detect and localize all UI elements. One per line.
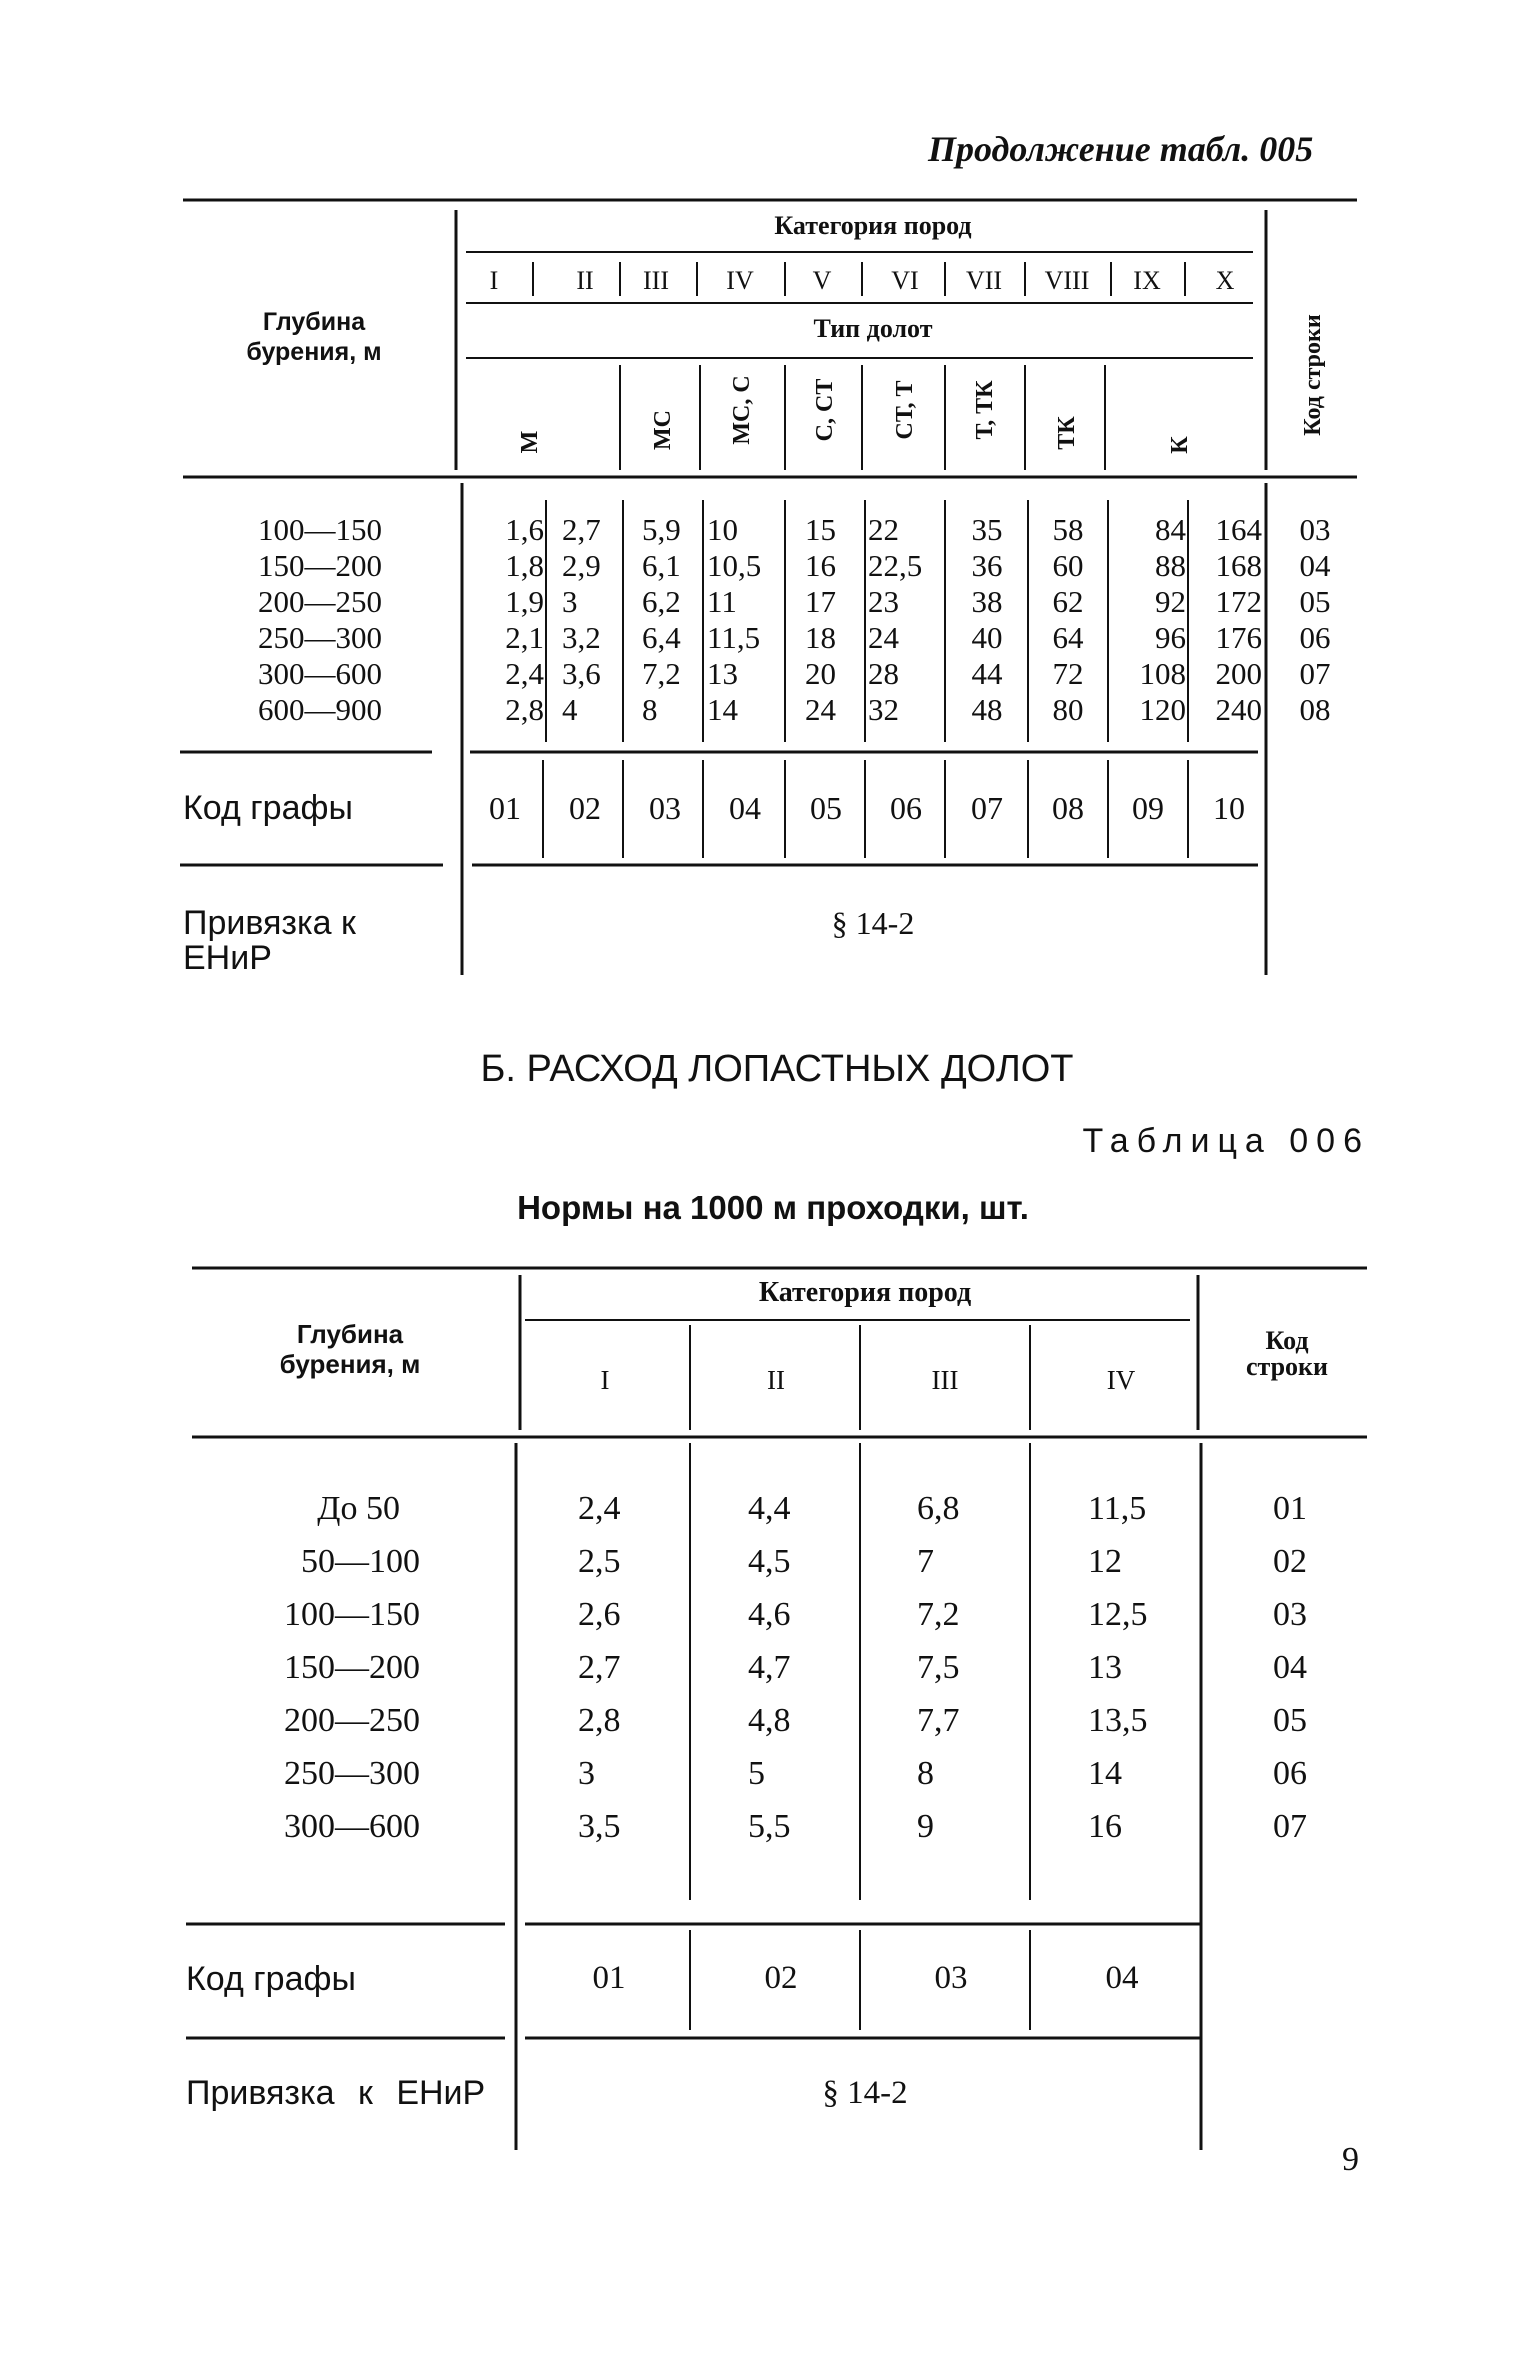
link-label-line2: ЕНиР [183, 939, 272, 977]
category-header: Категория пород [758, 1277, 972, 1308]
category-label: I [600, 1365, 610, 1395]
col-code-cell: 04 [1105, 1960, 1139, 1996]
data-cell: 72 [1052, 656, 1084, 691]
col-code-cell: 02 [569, 790, 601, 826]
data-cell: 7,2 [917, 1596, 960, 1633]
category-label: X [1215, 266, 1235, 295]
data-cell: 62 [1052, 584, 1084, 619]
col-code-cell: 01 [489, 790, 521, 826]
data-cell: 24 [805, 692, 836, 727]
row-code-cell: 08 [1299, 692, 1331, 727]
data-cell: 11,5 [707, 620, 761, 655]
category-label: IX [1133, 266, 1161, 295]
row-code-header-line1: Код [1265, 1326, 1309, 1355]
data-cell: 3 [562, 584, 578, 619]
data-cell: 13 [707, 656, 738, 691]
data-cell: 22 [868, 512, 899, 547]
data-cell: 1,6 [505, 512, 544, 547]
bit-type-label: СТ, Т [892, 380, 918, 440]
depth-header-line2: бурения, м [246, 338, 382, 366]
col-code-cell: 09 [1132, 790, 1164, 826]
continuation-header: Продолжение табл. 005 [928, 129, 1314, 169]
data-cell: 3 [578, 1755, 595, 1792]
depth-cell: 150—200 [258, 548, 382, 583]
table-label: Таблица 006 [1082, 1122, 1370, 1160]
data-cell: 2,8 [505, 692, 544, 727]
link-value: § 14-2 [822, 2075, 908, 2111]
data-cell: 120 [1139, 692, 1186, 727]
category-label: VIII [1044, 266, 1090, 295]
data-cell: 44 [971, 656, 1003, 691]
data-cell: 20 [805, 656, 836, 691]
data-cell: 32 [868, 692, 899, 727]
col-code-cell: 07 [971, 790, 1003, 826]
col-code-label: Код графы [183, 789, 353, 827]
data-cell: 58 [1052, 512, 1084, 547]
data-cell: 23 [868, 584, 899, 619]
row-code-header-line2: строки [1245, 1352, 1329, 1381]
category-label: VII [965, 266, 1003, 295]
category-label: III [931, 1365, 959, 1395]
row-code-cell: 03 [1273, 1596, 1307, 1633]
data-cell: 36 [971, 548, 1003, 583]
data-cell: 84 [1155, 512, 1186, 547]
col-code-label: Код графы [186, 1960, 356, 1998]
data-cell: 35 [971, 512, 1003, 547]
depth-cell: 250—300 [258, 620, 382, 655]
data-cell: 4,5 [748, 1543, 791, 1580]
depth-cell: 100—150 [284, 1596, 420, 1633]
data-column-IV [1088, 1482, 1188, 1853]
data-column-VII [950, 512, 1024, 728]
depth-cell: 50—100 [301, 1543, 420, 1580]
data-cell: 7,2 [642, 656, 681, 691]
data-cell: 8 [917, 1755, 934, 1792]
row-code-cell: 04 [1299, 548, 1331, 583]
data-cell: 96 [1155, 620, 1186, 655]
data-cell: 24 [868, 620, 899, 655]
link-value: § 14-2 [831, 905, 915, 941]
data-cell: 7,5 [917, 1649, 960, 1686]
data-cell: 80 [1052, 692, 1084, 727]
col-code-cell: 05 [810, 790, 842, 826]
depth-cell: 300—600 [284, 1808, 420, 1845]
category-label: IV [1106, 1365, 1136, 1395]
depth-header-line2: бурения, м [279, 1349, 421, 1379]
depth-column [270, 1482, 420, 1853]
data-cell: 4,7 [748, 1649, 791, 1686]
data-column-III [917, 1482, 1017, 1853]
depth-cell: До 50 [317, 1490, 400, 1527]
data-cell: 5 [748, 1755, 765, 1792]
data-cell: 18 [805, 620, 836, 655]
data-cell: 14 [707, 692, 738, 727]
data-cell: 16 [805, 548, 836, 583]
data-cell: 40 [971, 620, 1003, 655]
data-cell: 14 [1088, 1755, 1122, 1792]
data-column-I [578, 1482, 678, 1853]
data-cell: 3,6 [562, 656, 601, 691]
bit-type-label: ТК [1054, 416, 1080, 450]
data-cell: 2,6 [578, 1596, 621, 1633]
data-cell: 10,5 [707, 548, 762, 583]
data-cell: 2,9 [562, 548, 601, 583]
depth-column [250, 512, 390, 728]
row-code-cell: 01 [1273, 1490, 1307, 1527]
row-code-cell: 03 [1299, 512, 1331, 547]
data-cell: 22,5 [868, 548, 923, 583]
col-code-cell: 06 [890, 790, 922, 826]
row-code-cell: 04 [1273, 1649, 1307, 1686]
data-cell: 28 [868, 656, 899, 691]
data-cell: 13,5 [1088, 1702, 1148, 1739]
category-label: I [489, 266, 499, 295]
row-code-column [1290, 512, 1340, 728]
section-title: Б. РАСХОД ЛОПАСТНЫХ ДОЛОТ [480, 1048, 1074, 1090]
data-cell: 7,7 [917, 1702, 960, 1739]
row-code-cell: 07 [1273, 1808, 1307, 1845]
data-cell: 4,8 [748, 1702, 791, 1739]
row-code-column [1255, 1482, 1325, 1853]
data-cell: 11 [707, 584, 737, 619]
col-code-cell: 03 [649, 790, 681, 826]
data-cell: 64 [1052, 620, 1084, 655]
data-column-II [748, 1482, 848, 1853]
category-label: II [767, 1365, 785, 1395]
data-cell: 3,2 [562, 620, 601, 655]
bit-type-label: Т, ТК [972, 380, 998, 440]
data-cell: 7 [917, 1543, 934, 1580]
row-code-cell: 06 [1273, 1755, 1307, 1792]
data-cell: 2,5 [578, 1543, 621, 1580]
data-cell: 88 [1155, 548, 1186, 583]
data-column-IX [1110, 512, 1186, 728]
data-column-III [642, 512, 702, 728]
data-cell: 6,1 [642, 548, 681, 583]
data-cell: 15 [805, 512, 836, 547]
col-code-cell: 03 [934, 1960, 968, 1996]
depth-cell: 300—600 [258, 656, 382, 691]
data-cell: 17 [805, 584, 836, 619]
data-cell: 172 [1215, 584, 1262, 619]
data-cell: 108 [1139, 656, 1186, 691]
data-cell: 6,4 [642, 620, 681, 655]
depth-cell: 250—300 [284, 1755, 420, 1792]
data-cell: 200 [1215, 656, 1262, 691]
data-cell: 5,9 [642, 512, 681, 547]
data-cell: 13 [1088, 1649, 1122, 1686]
bit-type-label: М [517, 430, 543, 454]
data-column-IV [707, 512, 783, 728]
data-cell: 4 [562, 692, 578, 727]
data-cell: 240 [1215, 692, 1262, 727]
data-cell: 4,4 [748, 1490, 791, 1527]
row-code-cell: 02 [1273, 1543, 1307, 1580]
row-code-cell: 07 [1299, 656, 1331, 691]
data-cell: 2,4 [505, 656, 544, 691]
category-label: V [812, 266, 832, 295]
category-label: IV [726, 266, 754, 295]
depth-cell: 200—250 [284, 1702, 420, 1739]
bit-type-label: К [1167, 436, 1193, 454]
data-column-V [805, 512, 861, 728]
data-cell: 48 [971, 692, 1003, 727]
category-header: Категория пород [774, 211, 972, 240]
data-cell: 4,6 [748, 1596, 791, 1633]
depth-cell: 600—900 [258, 692, 382, 727]
data-cell: 1,9 [505, 584, 544, 619]
data-cell: 6,8 [917, 1490, 960, 1527]
data-cell: 16 [1088, 1808, 1122, 1845]
bit-type-label: МС, С [729, 375, 755, 445]
page-number: 9 [1342, 2141, 1359, 2178]
data-cell: 10 [707, 512, 738, 547]
data-cell: 2,7 [578, 1649, 621, 1686]
col-code-cell: 08 [1052, 790, 1084, 826]
bit-type-header: Тип долот [813, 314, 933, 343]
data-cell: 12,5 [1088, 1596, 1148, 1633]
data-cell: 38 [971, 584, 1003, 619]
col-code-cell: 02 [764, 1960, 798, 1996]
depth-header-line1: Глубина [262, 308, 366, 336]
link-label-line1: Привязка к [183, 904, 356, 942]
data-column-I [470, 512, 544, 728]
row-code-cell: 06 [1299, 620, 1331, 655]
data-cell: 2,4 [578, 1490, 621, 1527]
data-cell: 8 [642, 692, 658, 727]
data-cell: 5,5 [748, 1808, 791, 1845]
data-cell: 92 [1155, 584, 1186, 619]
col-code-cell: 04 [729, 790, 761, 826]
bit-type-label: С, СТ [812, 378, 838, 442]
norms-title: Нормы на 1000 м проходки, шт. [517, 1189, 1029, 1226]
depth-cell: 200—250 [258, 584, 382, 619]
data-cell: 6,2 [642, 584, 681, 619]
data-column-VIII [1030, 512, 1106, 728]
row-code-cell: 05 [1299, 584, 1331, 619]
data-cell: 60 [1052, 548, 1084, 583]
bit-type-label: МС [650, 410, 676, 450]
category-label: II [576, 266, 594, 295]
depth-cell: 100—150 [258, 512, 382, 547]
data-column-II [562, 512, 622, 728]
data-cell: 2,1 [505, 620, 544, 655]
data-cell: 176 [1215, 620, 1262, 655]
depth-cell: 150—200 [284, 1649, 420, 1686]
category-label: VI [891, 266, 919, 295]
link-label: Привязка к ЕНиР [186, 2074, 486, 2112]
row-code-cell: 05 [1273, 1702, 1307, 1739]
col-code-cell: 10 [1213, 790, 1245, 826]
data-cell: 168 [1215, 548, 1262, 583]
data-cell: 164 [1215, 512, 1262, 547]
col-code-cell: 01 [592, 1960, 626, 1996]
data-cell: 2,7 [562, 512, 601, 547]
data-cell: 11,5 [1088, 1490, 1147, 1527]
data-column-VI [868, 512, 944, 728]
row-code-header: Код строки [1300, 314, 1326, 436]
category-label: III [643, 266, 669, 295]
data-cell: 3,5 [578, 1808, 621, 1845]
data-cell: 9 [917, 1808, 934, 1845]
data-cell: 12 [1088, 1543, 1122, 1580]
depth-header-line1: Глубина [296, 1319, 404, 1349]
data-cell: 1,8 [505, 548, 544, 583]
data-cell: 2,8 [578, 1702, 621, 1739]
data-column-X [1190, 512, 1262, 728]
